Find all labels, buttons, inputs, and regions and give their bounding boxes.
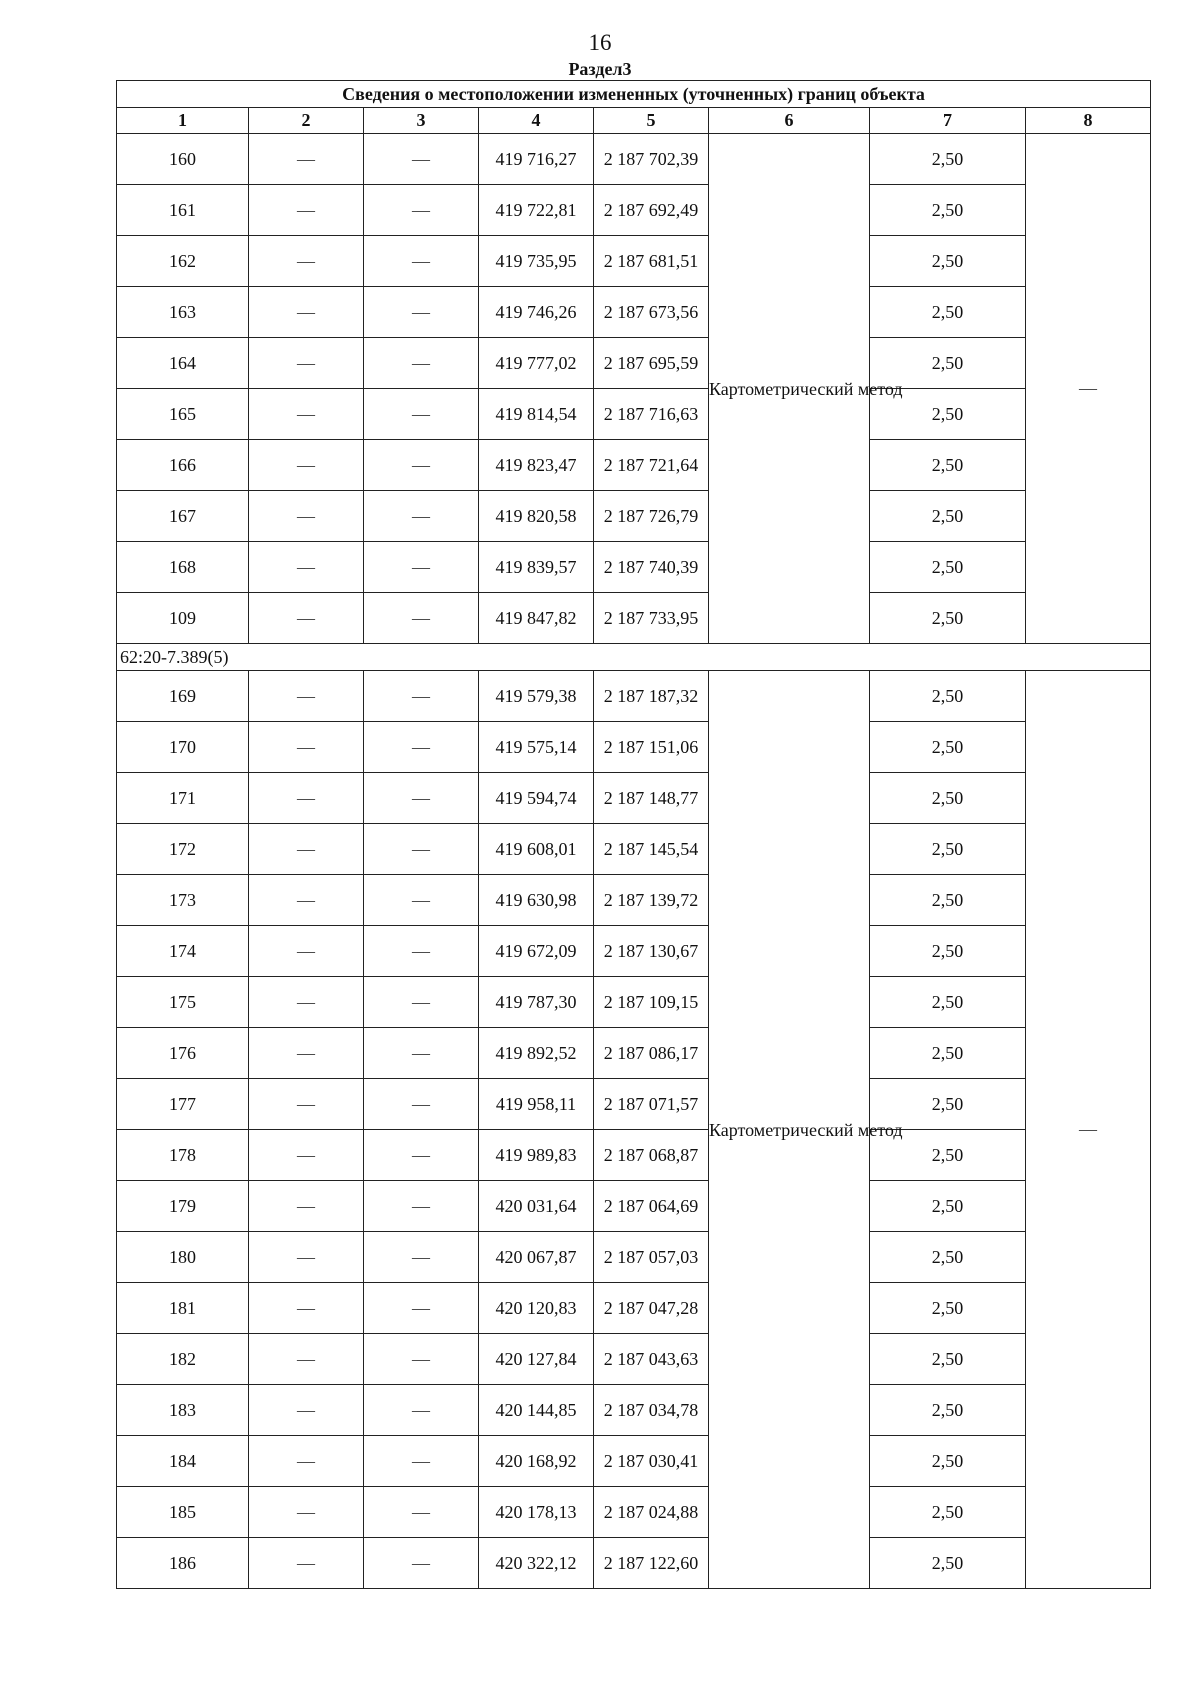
column-3-value: — (364, 773, 479, 824)
coordinate-y: 2 187 673,56 (594, 287, 709, 338)
table-row (117, 1181, 1151, 1232)
column-3-value: — (364, 1283, 479, 1334)
column-number-row (117, 108, 1151, 134)
point-number: 181 (117, 1283, 249, 1334)
column-2-value: — (249, 491, 364, 542)
column-number-7: 7 (870, 108, 1026, 134)
determination-method: Картометрический метод (709, 671, 870, 1589)
table-row (117, 926, 1151, 977)
coordinate-y: 2 187 024,88 (594, 1487, 709, 1538)
table-row (117, 1538, 1151, 1589)
column-2-value: — (249, 1436, 364, 1487)
accuracy-value: 2,50 (870, 1028, 1026, 1079)
column-2-value: — (249, 1538, 364, 1589)
column-number-2: 2 (249, 108, 364, 134)
coordinate-x: 419 579,38 (479, 671, 594, 722)
coordinate-x: 419 746,26 (479, 287, 594, 338)
column-2-value: — (249, 338, 364, 389)
column-3-value: — (364, 593, 479, 644)
coordinate-y: 2 187 695,59 (594, 338, 709, 389)
point-number: 170 (117, 722, 249, 773)
coordinate-x: 420 144,85 (479, 1385, 594, 1436)
column-2-value: — (249, 185, 364, 236)
column-2-value: — (249, 1385, 364, 1436)
point-number: 167 (117, 491, 249, 542)
column-2-value: — (249, 824, 364, 875)
coordinate-x: 419 839,57 (479, 542, 594, 593)
column-3-value: — (364, 440, 479, 491)
column-2-value: — (249, 1028, 364, 1079)
column-2-value: — (249, 1079, 364, 1130)
accuracy-value: 2,50 (870, 1487, 1026, 1538)
column-8-value: — (1026, 671, 1151, 1589)
point-number: 163 (117, 287, 249, 338)
point-number: 180 (117, 1232, 249, 1283)
point-number: 178 (117, 1130, 249, 1181)
table-row (117, 773, 1151, 824)
table-row (117, 671, 1151, 722)
table-row (117, 1436, 1151, 1487)
column-2-value: — (249, 875, 364, 926)
accuracy-value: 2,50 (870, 1181, 1026, 1232)
column-2-value: — (249, 926, 364, 977)
coordinate-x: 420 322,12 (479, 1538, 594, 1589)
coordinate-y: 2 187 681,51 (594, 236, 709, 287)
accuracy-value: 2,50 (870, 185, 1026, 236)
column-3-value: — (364, 338, 479, 389)
accuracy-value: 2,50 (870, 389, 1026, 440)
point-number: 160 (117, 134, 249, 185)
column-3-value: — (364, 977, 479, 1028)
column-number-5: 5 (594, 108, 709, 134)
coordinate-y: 2 187 086,17 (594, 1028, 709, 1079)
coordinate-x: 420 178,13 (479, 1487, 594, 1538)
column-3-value: — (364, 389, 479, 440)
accuracy-value: 2,50 (870, 1538, 1026, 1589)
coordinate-x: 419 820,58 (479, 491, 594, 542)
point-number: 179 (117, 1181, 249, 1232)
coordinate-y: 2 187 122,60 (594, 1538, 709, 1589)
coordinate-y: 2 187 148,77 (594, 773, 709, 824)
accuracy-value: 2,50 (870, 491, 1026, 542)
coordinate-y: 2 187 109,15 (594, 977, 709, 1028)
column-2-value: — (249, 1181, 364, 1232)
coordinate-y: 2 187 702,39 (594, 134, 709, 185)
column-2-value: — (249, 440, 364, 491)
accuracy-value: 2,50 (870, 875, 1026, 926)
column-3-value: — (364, 1181, 479, 1232)
column-number-1: 1 (117, 108, 249, 134)
table-row (117, 1334, 1151, 1385)
table-caption: Сведения о местоположении измененных (уточненных) границ объекта (117, 81, 1151, 108)
coordinate-y: 2 187 071,57 (594, 1079, 709, 1130)
column-3-value: — (364, 236, 479, 287)
coordinate-x: 419 958,11 (479, 1079, 594, 1130)
coordinate-x: 420 127,84 (479, 1334, 594, 1385)
point-number: 165 (117, 389, 249, 440)
table-row (117, 875, 1151, 926)
column-2-value: — (249, 1130, 364, 1181)
column-2-value: — (249, 977, 364, 1028)
column-2-value: — (249, 773, 364, 824)
coordinate-y: 2 187 151,06 (594, 722, 709, 773)
column-3-value: — (364, 722, 479, 773)
column-2-value: — (249, 593, 364, 644)
coordinate-y: 2 187 692,49 (594, 185, 709, 236)
coordinate-x: 419 594,74 (479, 773, 594, 824)
point-number: 172 (117, 824, 249, 875)
coordinate-y: 2 187 139,72 (594, 875, 709, 926)
table-row (117, 1232, 1151, 1283)
accuracy-value: 2,50 (870, 1079, 1026, 1130)
table-row (117, 1385, 1151, 1436)
coordinate-x: 419 630,98 (479, 875, 594, 926)
point-number: 174 (117, 926, 249, 977)
accuracy-value: 2,50 (870, 1232, 1026, 1283)
column-2-value: — (249, 1232, 364, 1283)
accuracy-value: 2,50 (870, 236, 1026, 287)
coordinate-x: 420 168,92 (479, 1436, 594, 1487)
column-3-value: — (364, 1436, 479, 1487)
column-2-value: — (249, 236, 364, 287)
coordinate-x: 419 787,30 (479, 977, 594, 1028)
coordinates-table (116, 80, 1151, 1589)
column-2-value: — (249, 1283, 364, 1334)
accuracy-value: 2,50 (870, 1130, 1026, 1181)
coordinate-x: 420 067,87 (479, 1232, 594, 1283)
point-number: 184 (117, 1436, 249, 1487)
accuracy-value: 2,50 (870, 1334, 1026, 1385)
point-number: 164 (117, 338, 249, 389)
column-number-6: 6 (709, 108, 870, 134)
column-3-value: — (364, 1232, 479, 1283)
column-2-value: — (249, 671, 364, 722)
column-2-value: — (249, 389, 364, 440)
accuracy-value: 2,50 (870, 593, 1026, 644)
point-number: 185 (117, 1487, 249, 1538)
table-row (117, 1487, 1151, 1538)
coordinate-y: 2 187 740,39 (594, 542, 709, 593)
coordinate-x: 419 777,02 (479, 338, 594, 389)
column-3-value: — (364, 1487, 479, 1538)
accuracy-value: 2,50 (870, 134, 1026, 185)
column-2-value: — (249, 134, 364, 185)
table-row (117, 440, 1151, 491)
accuracy-value: 2,50 (870, 1283, 1026, 1334)
coordinate-y: 2 187 047,28 (594, 1283, 709, 1334)
coordinate-y: 2 187 716,63 (594, 389, 709, 440)
coordinate-x: 419 575,14 (479, 722, 594, 773)
coordinate-y: 2 187 145,54 (594, 824, 709, 875)
accuracy-value: 2,50 (870, 722, 1026, 773)
coordinate-x: 419 735,95 (479, 236, 594, 287)
accuracy-value: 2,50 (870, 926, 1026, 977)
table-row (117, 1028, 1151, 1079)
coordinate-y: 2 187 030,41 (594, 1436, 709, 1487)
column-2-value: — (249, 722, 364, 773)
section-title: Раздел3 (568, 59, 632, 79)
point-number: 171 (117, 773, 249, 824)
point-number: 176 (117, 1028, 249, 1079)
point-number: 182 (117, 1334, 249, 1385)
coordinate-y: 2 187 043,63 (594, 1334, 709, 1385)
accuracy-value: 2,50 (870, 977, 1026, 1028)
column-3-value: — (364, 1130, 479, 1181)
point-number: 109 (117, 593, 249, 644)
coordinate-x: 419 989,83 (479, 1130, 594, 1181)
coordinate-y: 2 187 130,67 (594, 926, 709, 977)
coordinate-y: 2 187 068,87 (594, 1130, 709, 1181)
accuracy-value: 2,50 (870, 1436, 1026, 1487)
point-number: 175 (117, 977, 249, 1028)
point-number: 168 (117, 542, 249, 593)
accuracy-value: 2,50 (870, 338, 1026, 389)
column-3-value: — (364, 1079, 479, 1130)
column-3-value: — (364, 671, 479, 722)
coordinate-x: 419 672,09 (479, 926, 594, 977)
accuracy-value: 2,50 (870, 440, 1026, 491)
column-3-value: — (364, 1334, 479, 1385)
table-row (117, 824, 1151, 875)
accuracy-value: 2,50 (870, 824, 1026, 875)
point-number: 173 (117, 875, 249, 926)
table-row (117, 542, 1151, 593)
point-number: 186 (117, 1538, 249, 1589)
coordinate-y: 2 187 187,32 (594, 671, 709, 722)
column-3-value: — (364, 1028, 479, 1079)
column-3-value: — (364, 287, 479, 338)
coordinate-x: 419 892,52 (479, 1028, 594, 1079)
accuracy-value: 2,50 (870, 287, 1026, 338)
coordinate-y: 2 187 726,79 (594, 491, 709, 542)
parcel-label-row (117, 644, 1151, 671)
column-number-4: 4 (479, 108, 594, 134)
column-3-value: — (364, 491, 479, 542)
table-row (117, 491, 1151, 542)
column-2-value: — (249, 1487, 364, 1538)
column-3-value: — (364, 1538, 479, 1589)
coordinate-x: 419 722,81 (479, 185, 594, 236)
column-3-value: — (364, 1385, 479, 1436)
accuracy-value: 2,50 (870, 542, 1026, 593)
table-row (117, 1283, 1151, 1334)
column-2-value: — (249, 542, 364, 593)
column-2-value: — (249, 287, 364, 338)
point-number: 169 (117, 671, 249, 722)
column-2-value: — (249, 1334, 364, 1385)
coordinate-y: 2 187 057,03 (594, 1232, 709, 1283)
table-row (117, 338, 1151, 389)
accuracy-value: 2,50 (870, 773, 1026, 824)
coordinate-x: 419 716,27 (479, 134, 594, 185)
coordinate-y: 2 187 733,95 (594, 593, 709, 644)
table-row (117, 1079, 1151, 1130)
coordinate-x: 419 823,47 (479, 440, 594, 491)
coordinate-y: 2 187 721,64 (594, 440, 709, 491)
column-8-value: — (1026, 134, 1151, 644)
column-3-value: — (364, 926, 479, 977)
column-3-value: — (364, 134, 479, 185)
column-3-value: — (364, 875, 479, 926)
point-number: 162 (117, 236, 249, 287)
parcel-label: 62:20-7.389(5) (117, 644, 1151, 671)
coordinate-x: 419 608,01 (479, 824, 594, 875)
point-number: 161 (117, 185, 249, 236)
coordinate-x: 419 814,54 (479, 389, 594, 440)
point-number: 183 (117, 1385, 249, 1436)
coordinate-y: 2 187 034,78 (594, 1385, 709, 1436)
table-row (117, 1130, 1151, 1181)
determination-method: Картометрический метод (709, 134, 870, 644)
coordinate-x: 420 031,64 (479, 1181, 594, 1232)
table-row (117, 134, 1151, 185)
table-row (117, 389, 1151, 440)
table-row (117, 185, 1151, 236)
column-3-value: — (364, 542, 479, 593)
page-number: 16 (588, 30, 612, 55)
table-row (117, 236, 1151, 287)
coordinate-y: 2 187 064,69 (594, 1181, 709, 1232)
column-3-value: — (364, 824, 479, 875)
point-number: 166 (117, 440, 249, 491)
accuracy-value: 2,50 (870, 671, 1026, 722)
table-row (117, 287, 1151, 338)
column-number-3: 3 (364, 108, 479, 134)
table-row (117, 977, 1151, 1028)
accuracy-value: 2,50 (870, 1385, 1026, 1436)
table-row (117, 593, 1151, 644)
coordinate-x: 420 120,83 (479, 1283, 594, 1334)
point-number: 177 (117, 1079, 249, 1130)
table-body (117, 134, 1151, 1589)
column-number-8: 8 (1026, 108, 1151, 134)
column-3-value: — (364, 185, 479, 236)
table-row (117, 722, 1151, 773)
coordinate-x: 419 847,82 (479, 593, 594, 644)
